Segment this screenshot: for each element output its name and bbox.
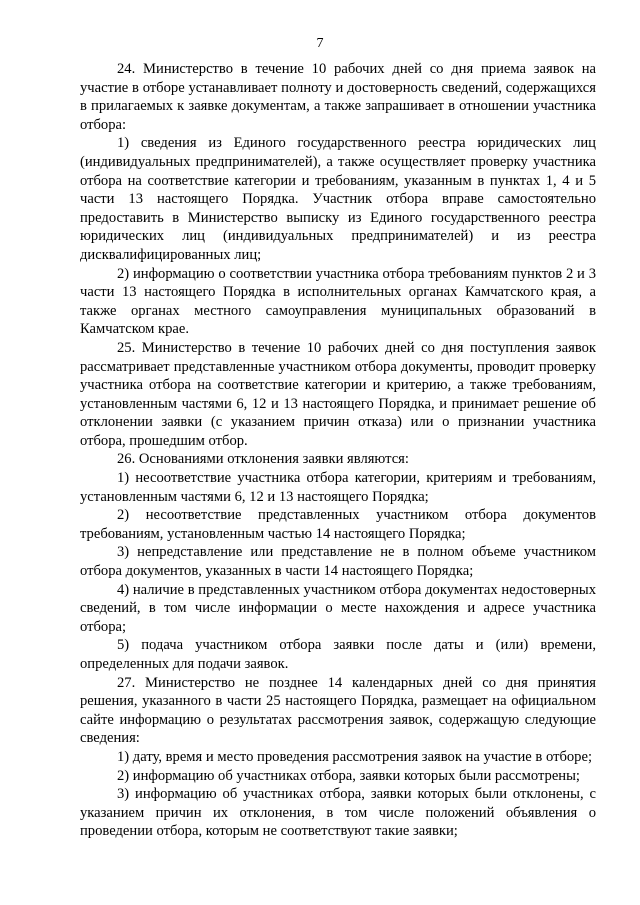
paragraph-27-item-2: 2) информацию об участниках отбора, заявки которых были рассмотрены; — [117, 767, 580, 784]
paragraph-27: 27. Министерство не позднее 14 календарных дней со дня принятия решения, указанного в части 25 настоящего Порядка, размещает на официальном сайте информацию о результатах рассмотрения заявок, содержащую следующие сведения: — [80, 674, 596, 747]
paragraph-24-item-2: 2) информацию о соответствии участника отбора требованиям пунктов 2 и 3 части 13 настоящего Порядка в исполнительных органах Камчатского края, а также органах местного самоуправления муниципальных образований в Камчатском крае. — [80, 265, 596, 338]
paragraph-26-item-3: 3) непредставление или представление не в полном объеме участником отбора документов, указанных в части 14 настоящего Порядка; — [80, 544, 596, 580]
document-body — [80, 60, 596, 841]
paragraph-26-item-1: 1) несоответствие участника отбора категории, критериям и требованиям, установленным частями 6, 12 и 13 настоящего Порядка; — [80, 470, 596, 505]
paragraph-26-item-5: 5) подача участником отбора заявки после даты и (или) времени, определенных для подачи заявок. — [80, 637, 596, 672]
paragraph-27-item-3: 3) информацию об участниках отбора, заявки которых были отклонены, с указанием причин их отклонения, в том числе положений объявления о проведении отбора, которым не соответствуют такие заявки; — [80, 786, 596, 840]
paragraph-27-item-1: 1) дату, время и место проведения рассмотрения заявок на участие в отборе; — [117, 748, 593, 765]
paragraph-26-item-4: 4) наличие в представленных участником отбора документах недостоверных сведений, в том числе информации о месте нахождения и адресе участника отбора; — [80, 581, 596, 635]
paragraph-26: 26. Основаниями отклонения заявки являются: — [117, 451, 409, 468]
paragraph-26-item-2: 2) несоответствие представленных участником отбора документов требованиям, установленным частью 14 настоящего Порядка; — [80, 507, 596, 542]
paragraph-24: 24. Министерство в течение 10 рабочих дней со дня приема заявок на участие в отборе устанавливает полноту и достоверность сведений, содержащихся в прилагаемых к заявке документам, а также запрашивает в отношении участника отбора: — [80, 61, 596, 133]
page-number: 7 — [316, 36, 324, 51]
paragraph-25: 25. Министерство в течение 10 рабочих дней со дня поступления заявок рассматривает представленные участником отбора документы, проводит проверку участника отбора на соответствие категории и критерию, а также требованиям, установленным частями 6, 12 и 13 настоящего Порядка, и принимает решение об отклонении заявки (с указанием причин отказа) или о признании участника отбора, прошедшим отбор. — [80, 339, 596, 449]
paragraph-24-item-1: 1) сведения из Единого государственного реестра юридических лиц (индивидуальных предпринимателей), а также осуществляет проверку участника отбора на соответствие категории и требованиям, указанным в пунктах 1, 4 и 5 части 13 настоящего Порядка. Участник отбора вправе самостоятельно предоставить в Министерство выписку из Единого государственного реестра юридических лиц (индивидуальных предпринимателей) и из реестра дисквалифицированных лиц; — [80, 135, 596, 263]
